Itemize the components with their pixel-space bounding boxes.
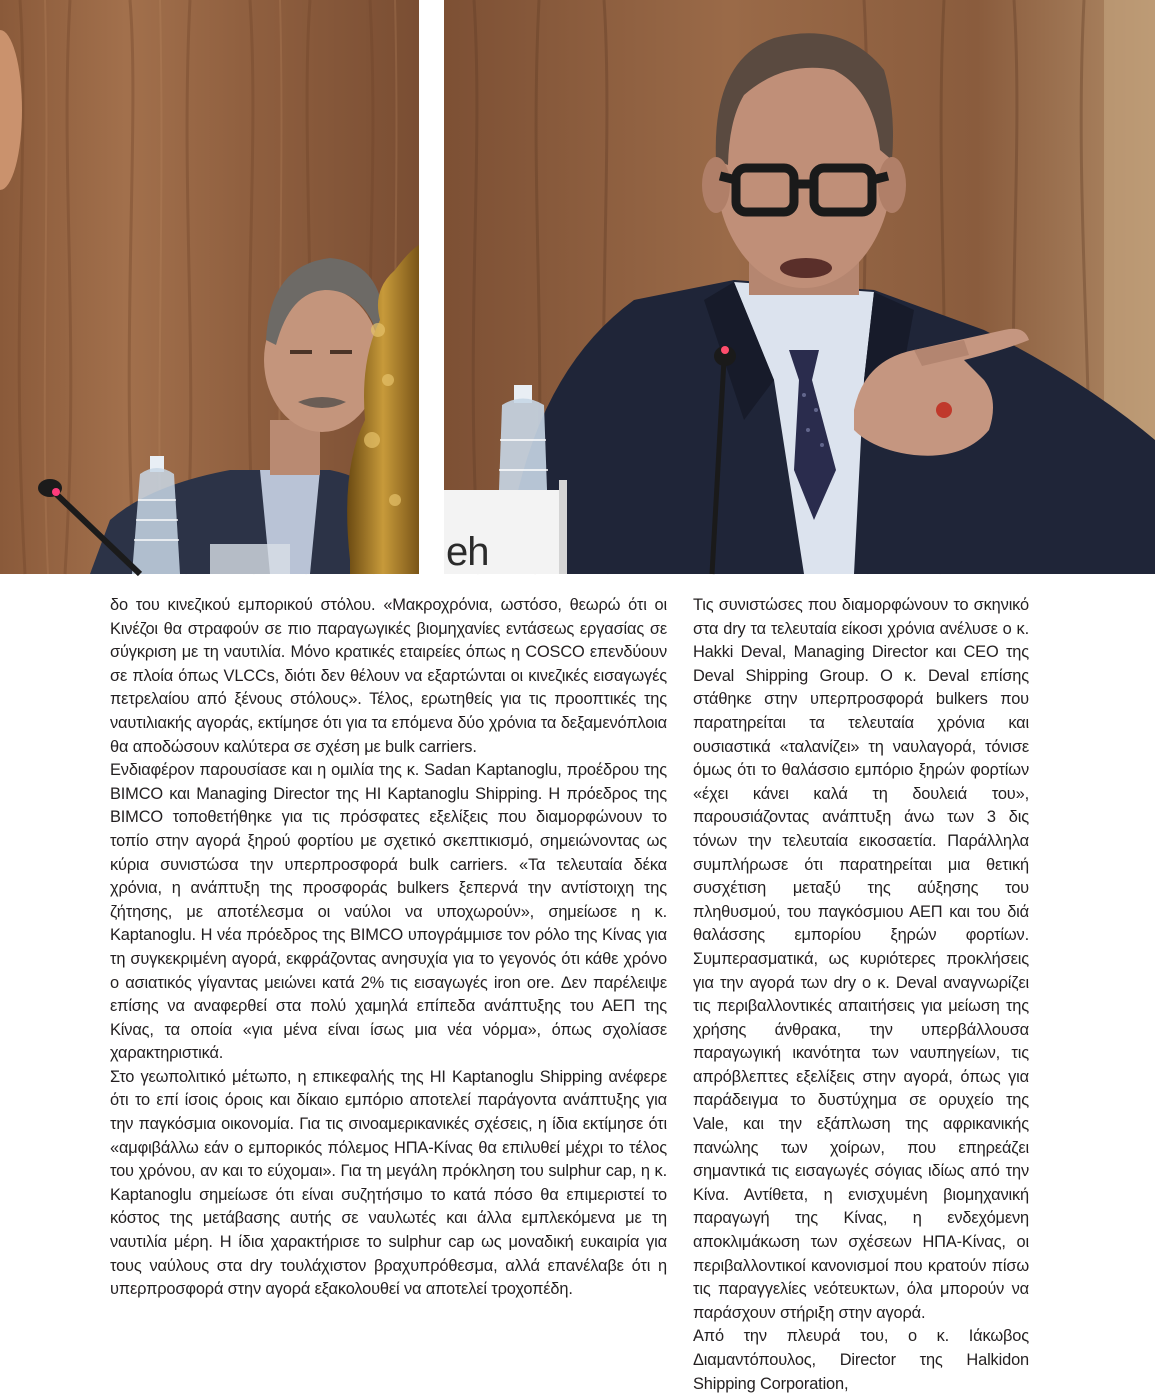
paragraph-kaptanoglu-remarks: Ενδιαφέρον παρουσίασε και η ομιλία της κ. Sadan Kaptanoglu, προέδρου της BIMCO και Managing Director της HI Kaptanoglu Shipping. Η πρόεδρος της BIMCO τοποθετήθηκε για τις πρόσφατες εξελίξεις που διαμορφώνουν το τοπίο στην αγορά ξηρού φορτίου με σχετικό σκεπτικισμό, σημειώνοντας ως κύρια συνιστώσα την υπερπροσφορά bulk carriers. «Τα τελευταία δέκα χρόνια, η ανάπτυξη της προσφοράς bulkers ξεπερνά την αντίστοιχη της ζήτησης, με αποτέλεσμα οι ναύλοι να υποχωρούν», σημείωσε η κ. Kaptanoglu. Η νέα πρόεδρος της BIMCO υπογράμμισε τον ρόλο της Κίνας για τη συγκεκριμένη αγορά, εκφράζοντας ανησυχία για το γεγονός ότι κάθε χρόνο ο ασιατικός γίγαντας μειώνει κατά 2% τις εισαγωγές iron ore. Δεν παρέλειψε επίσης να αναφερθεί στα πολύ χαμηλά επίπεδα ανάπτυξης του ΑΕΠ της Κίνας, τα οποία «για μένα είναι ίσως μια νέα νόρμα», όπως σχολίασε χαρακτηριστικά. — [110, 761, 667, 1063]
photo-seated-delegate-image — [0, 0, 419, 574]
paragraph-deval-analysis: Τις συνιστώσες που διαμορφώνουν το σκηνικό στα dry τα τελευταία είκοσι χρόνια ανέλυσε ο κ. Hakki Deval, Managing Director και CEO της Deval Shipping Group. Ο κ. Deval επίσης στάθηκε στην υπερπροσφορά bulkers που παρατηρείται τα τελευταία χρόνια και ουσιαστικά «ταλανίζει» τη ναυλαγορά, τόνισε όμως ότι το θαλάσσιο εμπόριο ξηρών φορτίων «έχει κάνει καλά τη δουλειά του», παρουσιάζοντας ανάπτυξη άνω των 3 δις τόνων την τελευταία εικοσαετία. Παράλληλα συμπλήρωσε ότι παρατηρείται μια θετική συσχέτιση μεταξύ της αύξησης του πληθυσμού, του παγκόσμιου ΑΕΠ και του διά θαλάσσης εμπορίου ξηρών φορτίων. Συμπερασματικά, ως κυριότερες προκλήσεις για την αγορά των dry ο κ. Deval αναγνωρίζει τις περιβαλλοντικές απαιτήσεις για μείωση της χρήσης άνθρακα, την υπερβάλλουσα παραγωγική ικανότητα των ναυπηγείων, τις απρόβλεπτες εξελίξεις στην αγορά, όπως για παράδειγμα το δυστύχημα σε ορυχείο της Vale, και την εξάπλωση της αφρικανικής πανώλης των χοίρων, που επηρεάζει σημαντικά τις εισαγωγές σόγιας ιδίως από την Κίνα. Αντίθετα, η ενισχυμένη βιομηχανική παραγωγή της Κίνας, η ενδεχόμενη αποκλιμάκωση των σχέσεων ΗΠΑ-Κίνας, οι περιβαλλοντικοί κανονισμοί που κρατούν πίσω τις παραγγελίες νεότευκτων, όλα μπορούν να παράσχουν στήριξη στην αγορά. — [693, 596, 1029, 1322]
paragraph-diamantopoulos-intro: Από την πλευρά του, ο κ. Ιάκωβος Διαμαντόπουλος, Director της Halkidon Shipping Corporation, — [693, 1327, 1029, 1393]
paragraph-chinese-fleet: δο του κινεζικού εμπορικού στόλου. «Μακροχρόνια, ωστόσο, θεωρώ ότι οι Κινέζοι θα στραφούν σε πιο παραγωγικές βιομηχανίες εντάσεως εργασίας σε σύγκριση με τη ναυτιλία. Μόνο κρατικές εταιρείες όπως η COSCO επενδύουν σε πλοία όπως VLCCs, διότι δεν θέλουν να εξαρτώνται οι κινεζικές εισαγωγές πετρελαίου από ξένους στόλους». Τέλος, ερωτηθείς για τις προοπτικές της ναυτιλιακής αγοράς, εκτίμησε ότι για τα επόμενα δύο χρόνια τα δεξαμενόπλοια θα αποδώσουν καλύτερα σε σχέση με bulk carriers. — [110, 596, 667, 756]
photo-speaker — [444, 0, 1155, 574]
article-right-column — [693, 594, 1029, 1393]
photo-seated-delegate — [0, 0, 419, 574]
paragraph-geopolitics: Στο γεωπολιτικό μέτωπο, η επικεφαλής της HI Kaptanoglu Shipping ανέφερε ότι το επί ίσοις όροις και δίκαιο εμπόριο αποτελεί παράγοντα ανάπτυξης για την παγκόσμια οικονομία. Για τις σινοαμερικανικές σχέσεις, η ίδια εκτίμησε ότι «αμφιβάλλω εάν ο εμπορικός πόλεμος ΗΠΑ-Κίνας θα επιλυθεί μέχρι το τέλος του χρόνου, αν και το εύχομαι». Για τη μεγάλη πρόκληση του sulphur cap, η κ. Kaptanoglu σημείωσε ότι είναι συζητήσιμο το κατά πόσο θα επιμεριστεί το κόστος της μετάβασης αυτής σε ναυλωτές και άλλα εμπλεκόμενα με τη ναυτιλία μέρη. Η ίδια χαρακτήρισε το sulphur cap ως μοναδική ευκαιρία για τους ναύλους στα dry τουλάχιστον βραχυπρόθεσμα, αλλά επανέλαβε ότι η υπερπροσφορά στην αγορά εξακολουθεί να αποτελεί τροχοπέδη. — [110, 1067, 667, 1299]
photo-speaker-image — [444, 0, 1155, 574]
name-card-text: eh — [446, 530, 489, 574]
article-left-column — [110, 594, 667, 1299]
